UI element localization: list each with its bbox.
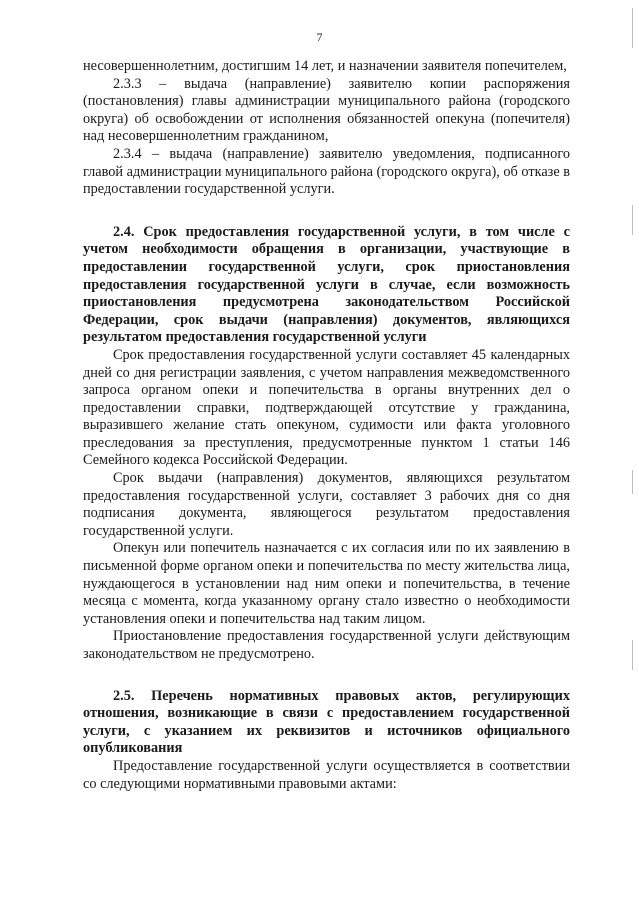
section-2-5-heading: 2.5. Перечень нормативных правовых актов, регулирующих отношения, возникающие в связи с предоставлением государственной услуги, с указанием их реквизитов и источников официального опубликования bbox=[83, 687, 570, 757]
page-number: 7 bbox=[316, 30, 323, 44]
page-content bbox=[83, 58, 570, 793]
scan-edge-mark bbox=[632, 8, 633, 48]
spacer bbox=[83, 199, 570, 224]
scan-edge-mark bbox=[632, 640, 633, 670]
paragraph-2-3-3: 2.3.3 – выдача (направление) заявителю копии распоряжения (постановления) главы администрации муниципального района (городского округа) об освобождении от исполнения обязанностей опекуна (попечителя) над несовершеннолетним гражданином, bbox=[83, 75, 570, 145]
scan-edge-mark bbox=[632, 470, 633, 494]
paragraph-continuation: несовершеннолетним, достигшим 14 лет, и назначении заявителя попечителем, bbox=[83, 58, 567, 74]
spacer bbox=[83, 664, 570, 688]
section-2-4-paragraph: Опекун или попечитель назначается с их согласия или по их заявлению в письменной форме органом опеки и попечительства по месту жительства лица, нуждающегося в установлении над ним опеки и попечительства, в течение месяца с момента, когда указанному органу стало известно о необходимости установления опеки и попечительства над таким лицом. bbox=[83, 540, 570, 627]
section-2-4-paragraph: Приостановление предоставления государственной услуги действующим законодательством не предусмотрено. bbox=[83, 628, 570, 662]
section-2-4-paragraph: Срок предоставления государственной услуги составляет 45 календарных дней со дня регистрации заявления, с учетом направления межведомственного запроса органом опеки и попечительства в органы внутренних дел о предоставлении справки, подтверждающей отсутствие у гражданина, выразившего желание стать опекуном, судимости или факта уголовного преследования за преступления, предусмотренные пунктом 1 статьи 146 Семейного кодекса Российской Федерации. bbox=[83, 346, 570, 469]
section-2-4-heading: 2.4. Срок предоставления государственной услуги, в том числе с учетом необходимости обращения в организации, участвующие в предоставлении государственной услуги, срок приостановления предоставления государственной услуги в случае, если возможность приостановления предусмотрена законодательством Российской Федерации, срок выдачи (направления) документов, являющихся результатом предоставления государственной услуги bbox=[83, 223, 570, 346]
scan-edge-mark bbox=[632, 205, 633, 235]
paragraph-2-3-4: 2.3.4 – выдача (направление) заявителю уведомления, подписанного главой администрации муниципального района (городского округа), об отказе в предоставлении государственной услуги. bbox=[83, 145, 570, 198]
section-2-4-paragraph: Срок выдачи (направления) документов, являющихся результатом предоставления государственной услуги, составляет 3 рабочих дня со дня подписания документа, являющегося результатом предоставления государственной услуги. bbox=[83, 470, 570, 539]
section-2-5-paragraph: Предоставление государственной услуги осуществляется в соответствии со следующими нормативными правовыми актами: bbox=[83, 757, 570, 792]
